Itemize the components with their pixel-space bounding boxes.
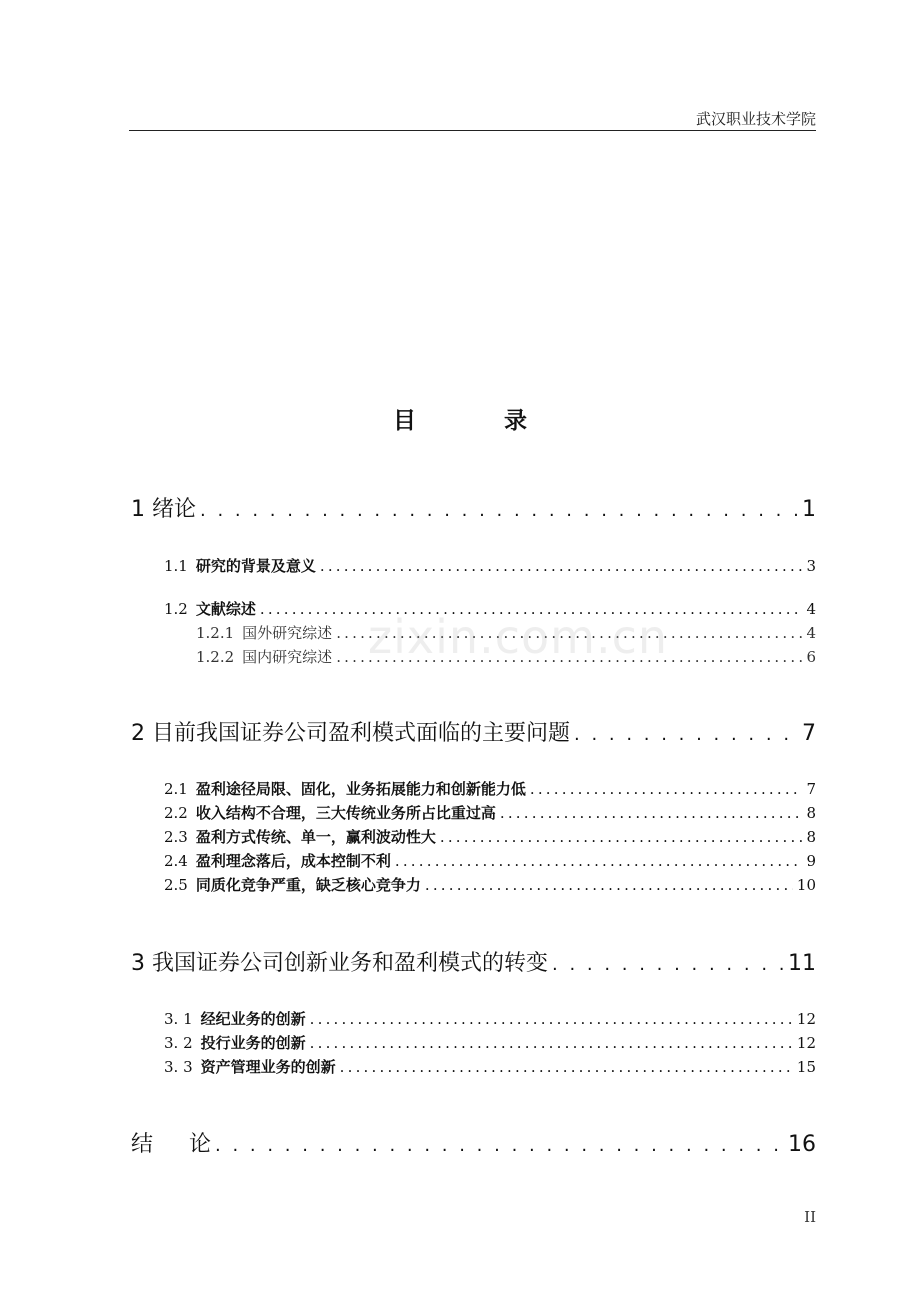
toc-entry-label: 研究的背景及意义 (195, 557, 316, 575)
toc-page-number: 16 (788, 1132, 816, 1157)
toc-section-number: 3. 3 (164, 1058, 193, 1076)
toc-page-number: 15 (796, 1058, 816, 1076)
toc-section-2-4[interactable] (164, 850, 816, 871)
toc-section-3-3[interactable] (164, 1056, 816, 1077)
dot-leader (552, 951, 784, 976)
toc-chapter-1[interactable] (131, 492, 816, 523)
toc-section-number: 3. 2 (164, 1034, 193, 1052)
toc-entry-label: 同质化竞争严重，缺乏核心竞争力 (195, 876, 421, 894)
toc-entry-label: 2 目前我国证券公司盈利模式面临的主要问题 (131, 721, 570, 746)
toc-subsection-1-2-2[interactable] (196, 646, 816, 667)
toc-page-number: 1 (802, 497, 816, 522)
toc-section-2-1[interactable] (164, 778, 816, 799)
dot-leader (200, 497, 798, 522)
toc-section-1-1[interactable] (164, 555, 816, 576)
toc-section-number: 2.5 (164, 876, 188, 894)
watermark-text: zixin.com.cn (368, 610, 669, 664)
toc-page-number: 4 (806, 624, 816, 642)
toc-entry-label: 文献综述 (195, 600, 256, 618)
dot-leader (215, 1132, 784, 1157)
header-institution: 武汉职业技术学院 (695, 110, 816, 128)
toc-chapter-2[interactable] (131, 716, 816, 747)
toc-page-number: 7 (802, 721, 816, 746)
footer-page-number: II (804, 1208, 816, 1226)
dot-leader (530, 780, 803, 798)
toc-entry-label: 资产管理业务的创新 (200, 1058, 336, 1076)
toc-section-3-2[interactable] (164, 1032, 816, 1053)
toc-section-2-3[interactable] (164, 826, 816, 847)
dot-leader (395, 852, 803, 870)
toc-section-number: 3. 1 (164, 1010, 193, 1028)
toc-page-number: 8 (806, 828, 816, 846)
dot-leader (340, 1058, 793, 1076)
toc-section-3-1[interactable] (164, 1008, 816, 1029)
toc-page-number: 8 (806, 804, 816, 822)
toc-subsection-1-2-1[interactable] (196, 622, 816, 643)
toc-entry-label: 国外研究综述 (242, 624, 333, 642)
toc-entry-label: 盈利理念落后，成本控制不利 (195, 852, 391, 870)
page-title: 目 录 (392, 408, 567, 434)
toc-page-number: 7 (806, 780, 816, 798)
toc-page-number: 4 (806, 600, 816, 618)
toc-entry-label: 投行业务的创新 (200, 1034, 306, 1052)
dot-leader (574, 721, 798, 746)
toc-entry-label: 盈利方式传统、单一，赢利波动性大 (195, 828, 436, 846)
toc-entry-label: 收入结构不合理，三大传统业务所占比重过高 (195, 804, 496, 822)
dot-leader (336, 624, 802, 642)
toc-entry-label-part: 结 (131, 1132, 154, 1157)
toc-entry-label: 国内研究综述 (242, 648, 333, 666)
dot-leader (336, 648, 802, 666)
toc-section-number: 2.1 (164, 780, 188, 798)
toc-entry-label: 3 我国证券公司创新业务和盈利模式的转变 (131, 951, 548, 976)
toc-page-number: 12 (796, 1010, 816, 1028)
toc-section-number: 2.2 (164, 804, 188, 822)
toc-section-number: 2.3 (164, 828, 188, 846)
toc-page-number: 11 (788, 951, 816, 976)
toc-section-number: 1.2.1 (196, 624, 235, 642)
toc-entry-label: 盈利途径局限、固化，业务拓展能力和创新能力低 (195, 780, 526, 798)
toc-page-number: 10 (796, 876, 816, 894)
toc-conclusion[interactable] (131, 1127, 816, 1158)
toc-section-2-2[interactable] (164, 802, 816, 823)
toc-chapter-3[interactable] (131, 946, 816, 977)
toc-entry-label-part: 论 (189, 1132, 212, 1157)
toc-section-number: 1.2.2 (196, 648, 235, 666)
toc-entry-label: 1 绪论 (131, 497, 196, 522)
toc-section-1-2[interactable] (164, 598, 816, 619)
dot-leader (440, 828, 803, 846)
toc-section-number: 1.2 (164, 600, 188, 618)
toc-section-2-5[interactable] (164, 874, 816, 895)
toc-section-number: 2.4 (164, 852, 188, 870)
dot-leader (320, 557, 803, 575)
toc-page-number: 9 (806, 852, 816, 870)
toc-page-number: 12 (796, 1034, 816, 1052)
dot-leader (500, 804, 803, 822)
dot-leader (310, 1010, 793, 1028)
dot-leader (260, 600, 803, 618)
dot-leader (425, 876, 793, 894)
toc-page-number: 3 (806, 557, 816, 575)
toc-section-number: 1.1 (164, 557, 188, 575)
toc-entry-label: 经纪业务的创新 (200, 1010, 306, 1028)
toc-page-number: 6 (806, 648, 816, 666)
dot-leader (310, 1034, 793, 1052)
